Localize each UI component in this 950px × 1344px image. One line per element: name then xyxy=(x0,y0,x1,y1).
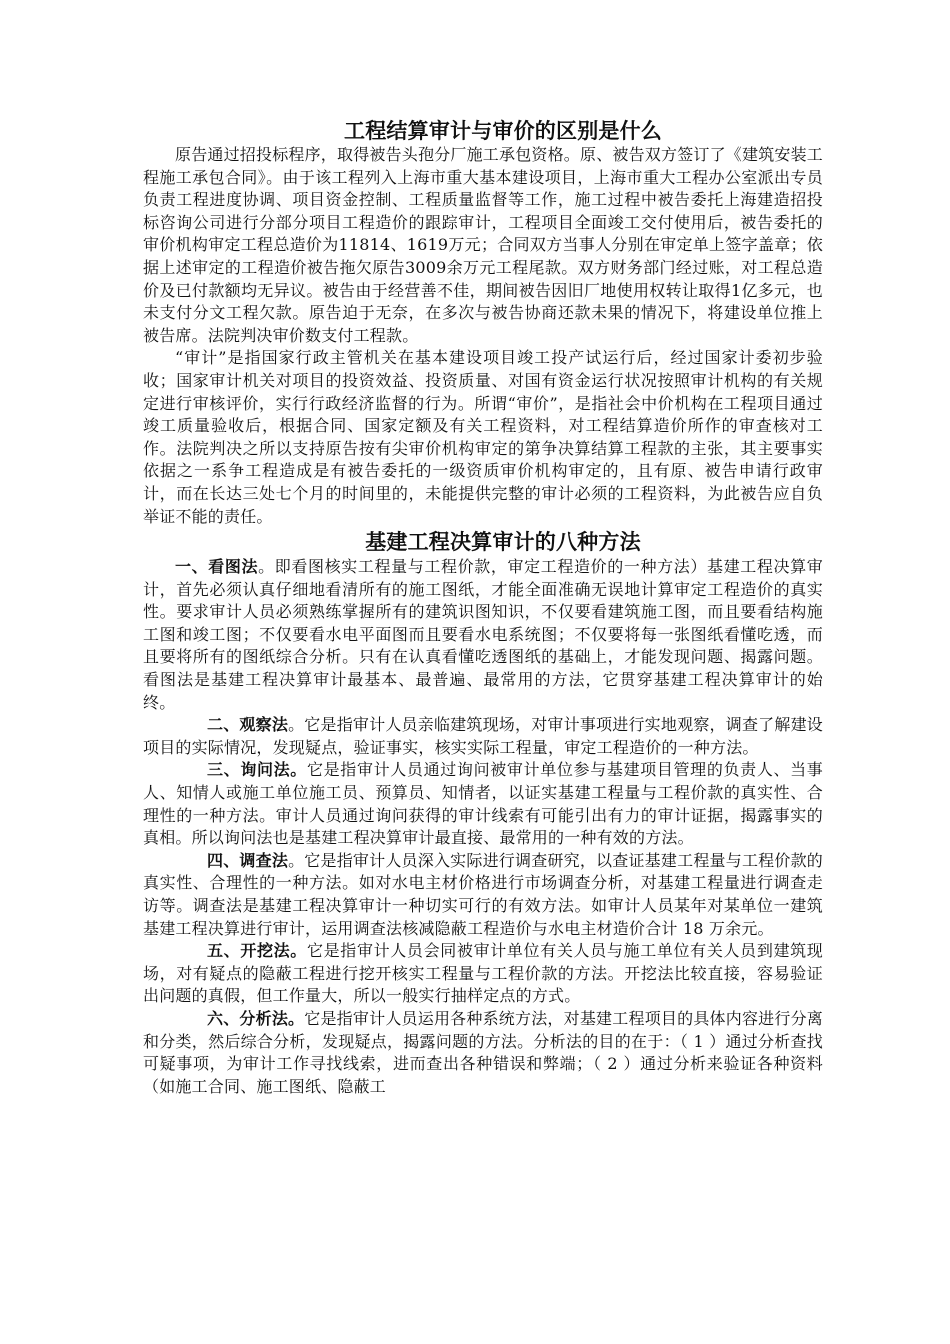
method-paragraph xyxy=(143,1008,823,1098)
document-title: 工程结算审计与审价的区别是什么 xyxy=(344,118,662,143)
method-text: 它是指审计人员会同被审计单位有关人员与施工单位有关人员到建筑现场，对有疑点的隐蔽工程进行挖开核实工程量与工程价款的方法。开挖法比较直接，容易验证出问题的真假，但工作量大，所以一般实行抽样定点的方式。 xyxy=(143,941,823,1006)
method-label: 五、开挖法。 xyxy=(207,941,307,961)
method-paragraph xyxy=(143,714,823,759)
method-label: 四、调查法 xyxy=(207,850,289,870)
method-text: 。它是指审计人员深入实际进行调查研究，以查证基建工程量与工程价款的真实性、合理性的一种方法。如对水电主材价格进行市场调查分析，对基建工程量进行调查走访等。调查法是基建工程决算审计一种切实可行的有效方法。如审计人员某年对某单位一建筑基建工程决算进行审计，运用调查法核减隐蔽工程造价与水电主材造价合计 18 万余元。 xyxy=(143,850,823,938)
section-title: 基建工程决算审计的八种方法 xyxy=(365,529,641,555)
method-paragraph xyxy=(143,759,823,849)
method-label: 一、看图法 xyxy=(175,557,259,577)
document-page xyxy=(143,118,823,1098)
method-text: 。即看图核实工程量与工程价款，审定工程造价的一种方法）基建工程决算审计，首先必须认真仔细地看清所有的施工图纸，才能全面准确无误地计算审定工程造价的真实性。要求审计人员必须熟练掌握所有的建筑识图知识，不仅要看建筑施工图，而且要看结构施工图和竣工图；不仅要看水电平面图而且要看水电系统图；不仅要将每一张图纸看懂吃透，而且要将所有的图纸综合分析。只有在认真看懂吃透图纸的基础上，才能发现问题、揭露问题。看图法是基建工程决算审计最基本、最普遍、最常用的方法，它贯穿基建工程决算审计的始终。 xyxy=(143,557,823,712)
method-label: 六、分析法。 xyxy=(207,1008,305,1028)
method-text: 它是指审计人员通过询问被审计单位参与基建项目管理的负责人、当事人、知情人或施工单位施工员、预算员、知情者，以证实基建工程量与工程价款的真实性、合理性的一种方法。审计人员通过询问获得的审计线索有可能引出有力的审计证据，揭露事实的真相。所以询问法也是基建工程决算审计最直接、最常用的一种有效的方法。 xyxy=(143,760,823,848)
paragraph-case: 原告通过招投标程序，取得被告头孢分厂施工承包资格。原、被告双方签订了《建筑安装工程施工承包合同》。由于该工程列入上海市重大基本建设项目，上海市重大工程办公室派出专员负责工程进度协调、项目资金控制、工程质量监督等工作，施工过程中被告委托上海建造招投标咨询公司进行分部分项目工程造价的跟踪审计，工程项目全面竣工交付使用后，被告委托的审价机构审定工程总造价为11814、1619万元；合同双方当事人分别在审定单上签字盖章；依据上述审定的工程造价被告拖欠原告3009余万元工程尾款。双方财务部门经过账，对工程总造价及已付款额均无异议。被告由于经营善不佳，期间被告因旧厂地使用权转让取得1亿多元，也未支付分文工程欠款。原告迫于无奈，在多次与被告协商还款未果的情况下，将建设单位推上被告席。法院判决审价数支付工程款。 xyxy=(143,145,824,345)
method-paragraph xyxy=(143,556,823,714)
paragraph-definition: “审计”是指国家行政主管机关在基本建设项目竣工投产试运行后，经过国家计委初步验收；国家审计机关对项目的投资效益、投资质量、对国有资金运行状况按照审计机构的有关规定进行审核评价，实行行政经济监督的行为。所谓“审价”，是指社会中价机构在工程项目通过竣工质量验收后，根据合同、国家定额及有关工程资料，对工程结算造价所作的审查核对工作。法院判决之所以支持原告按有尖审价机构审定的第争决算结算工程款的主张，其主要事实依据之一系争工程造成是有被告委托的一级资质审价机构审定的，且有原、被告申请行政审计，而在长达三处七个月的时间里的，未能提供完整的审计必须的工程资料，为此被告应自负举证不能的责任。 xyxy=(143,348,823,526)
method-text: 它是指审计人员运用各种系统方法，对基建工程项目的具体内容进行分离和分类，然后综合分析，发现疑点，揭露问题的方法。分析法的目的在于：（ 1 ）通过分析查找可疑事项，为审计工作寻找线索，进而查出各种错误和弊端；（ 2 ）通过分析来验证各种资料（如施工合同、施工图纸、隐蔽工 xyxy=(143,1008,823,1096)
method-label: 二、观察法 xyxy=(207,715,289,735)
method-paragraph xyxy=(143,940,823,1008)
method-paragraph xyxy=(143,850,823,940)
method-label: 三、询问法。 xyxy=(207,760,307,780)
method-text: 。它是指审计人员亲临建筑现场，对审计事项进行实地观察，调查了解建设项目的实际情况，发现疑点，验证事实，核实实际工程量，审定工程造价的一种方法。 xyxy=(143,715,823,757)
